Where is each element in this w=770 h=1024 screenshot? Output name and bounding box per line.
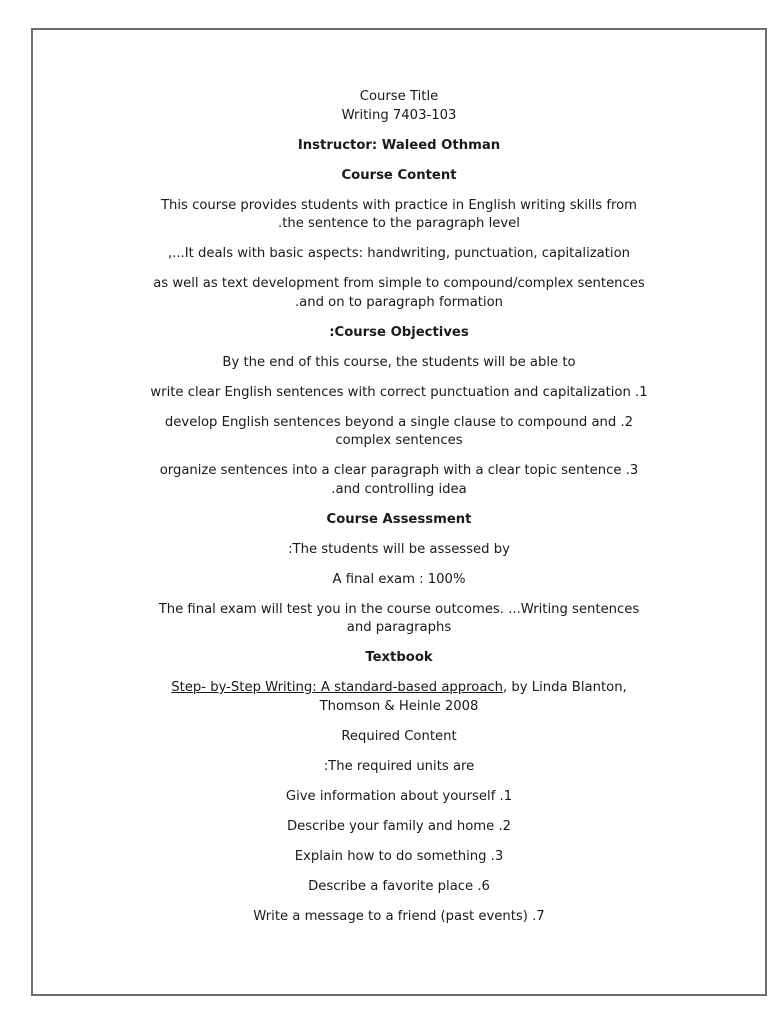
course-assessment-heading: Course Assessment xyxy=(326,511,472,527)
assessment-intro: :The students will be assessed by xyxy=(288,541,510,557)
unit-item: Write a message to a friend (past events) .7 xyxy=(253,908,545,924)
textbook-title: Step- by-Step Writing: A standard-based approach xyxy=(171,680,504,695)
textbook-heading: Textbook xyxy=(365,650,433,665)
textbook-publisher: Thomson & Heinle 2008 xyxy=(319,698,479,714)
objective-3 xyxy=(33,462,765,499)
course-code: Writing 7403-103 xyxy=(341,107,457,123)
unit-item: Describe your family and home .2 xyxy=(286,818,512,834)
assessment-note-line2: and paragraphs xyxy=(346,620,452,635)
course-title-block xyxy=(33,88,765,125)
content-p3-line1: as well as text development from simple to compound/complex sentences xyxy=(153,276,645,291)
objective-3-line2: .and controlling idea xyxy=(331,481,467,497)
textbook-reference-line1 xyxy=(33,679,765,698)
course-content-heading: Course Content xyxy=(341,167,457,183)
assessment-final-exam: A final exam : 100% xyxy=(332,571,466,587)
document-content xyxy=(33,88,765,938)
content-p3-line2: .and on to paragraph formation xyxy=(294,294,504,310)
required-content-heading: Required Content xyxy=(341,728,457,744)
assessment-note xyxy=(33,601,765,638)
objective-2-line2: complex sentences xyxy=(335,433,463,448)
required-units-intro: :The required units are xyxy=(323,758,475,774)
objectives-intro: By the end of this course, the students will be able to xyxy=(222,354,576,370)
content-paragraph-3 xyxy=(33,275,765,312)
document-page xyxy=(31,28,767,996)
content-paragraph-2: ,...It deals with basic aspects: handwriting, punctuation, capitalization xyxy=(167,246,631,261)
content-paragraph-1 xyxy=(33,197,765,234)
course-objectives-heading: :Course Objectives xyxy=(329,324,469,340)
assessment-note-line1: The final exam will test you in the course outcomes. ...Writing sentences xyxy=(158,601,640,617)
objective-2 xyxy=(33,414,765,451)
objective-2-line1: develop English sentences beyond a single clause to compound and .2 xyxy=(164,414,634,430)
content-p1-line1: This course provides students with practice in English writing skills from xyxy=(160,197,638,213)
unit-item: Explain how to do something .3 xyxy=(294,848,504,864)
unit-item: Give information about yourself .1 xyxy=(285,788,513,804)
content-p1-line2: .the sentence to the paragraph level xyxy=(278,216,520,231)
objective-1: write clear English sentences with correct punctuation and capitalization .1 xyxy=(150,384,648,400)
unit-item: Describe a favorite place .6 xyxy=(308,878,490,894)
instructor-line: Instructor: Waleed Othman xyxy=(297,137,501,153)
course-title-label: Course Title xyxy=(359,89,439,104)
textbook-reference xyxy=(33,679,765,716)
objective-3-line1: organize sentences into a clear paragraph with a clear topic sentence .3 xyxy=(159,463,639,478)
textbook-author: , by Linda Blanton, xyxy=(503,680,627,695)
